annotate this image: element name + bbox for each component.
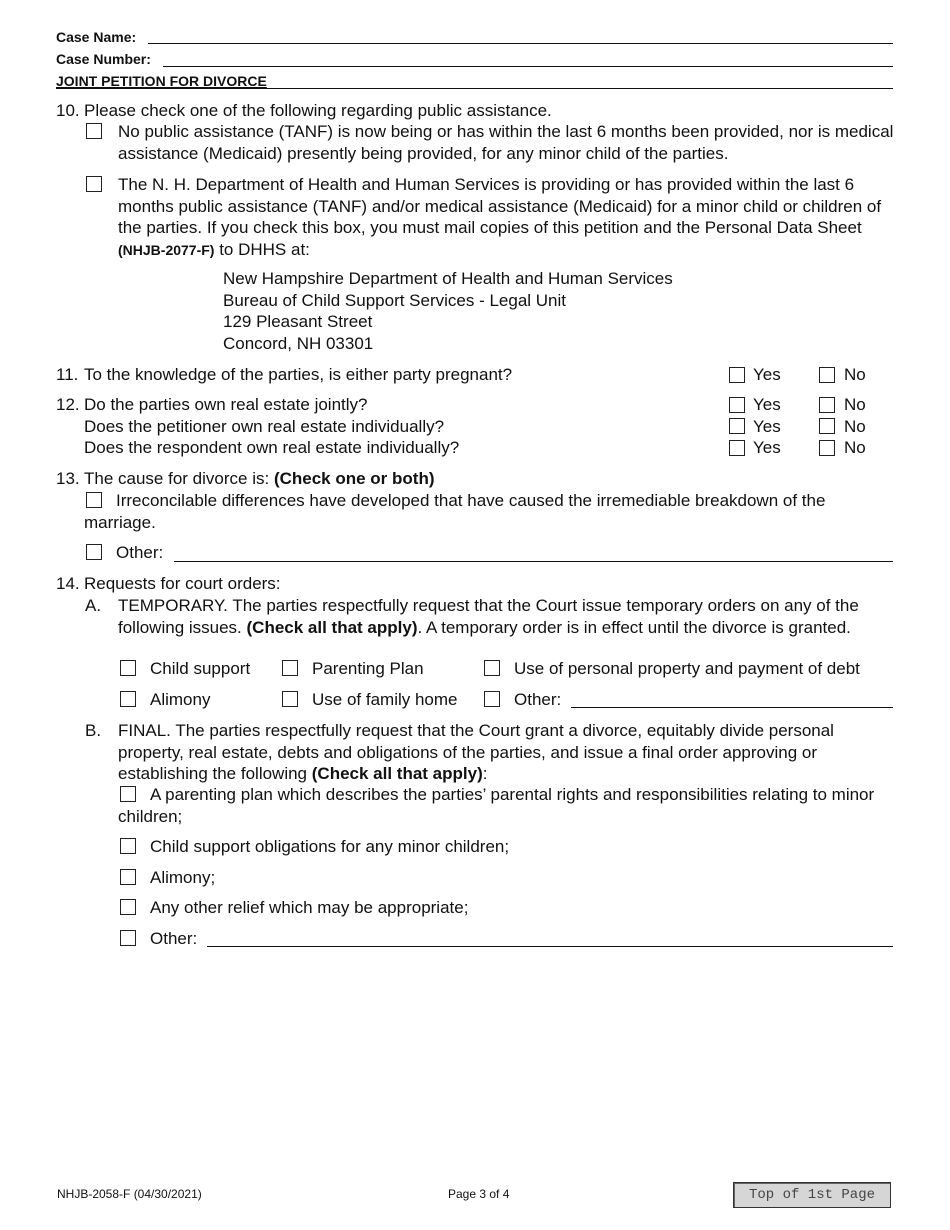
q14b-text: FINAL. The parties respectfully request that the Court grant a divorce, equitably divide personal property, real estate, debts and obligations of the parties, and issue a final order approving or establishing the following (Check all that apply): [118, 721, 834, 783]
final-parenting-plan-text: A parenting plan which describes the parties’ parental rights and responsibilities relating to minor children; [118, 785, 875, 826]
temp-property-debt-label: Use of personal property and payment of debt [514, 659, 860, 678]
q12-line-2: Does the petitioner own real estate individually? [84, 417, 445, 436]
temp-alimony-checkbox[interactable] [120, 691, 136, 707]
case-name-label: Case Name: [56, 29, 137, 45]
q13-other-checkbox[interactable] [86, 544, 102, 560]
q14-text: Requests for court orders: [84, 574, 281, 593]
q12-joint-no-checkbox[interactable] [819, 397, 835, 413]
temp-child-support-checkbox[interactable] [120, 660, 136, 676]
q12-respondent-yes-checkbox[interactable] [729, 440, 745, 456]
q11-text: To the knowledge of the parties, is either party pregnant? [84, 365, 513, 384]
q10-number: 10. [56, 101, 80, 120]
q12-petitioner-no-label: No [844, 417, 866, 436]
final-other-field[interactable] [207, 946, 893, 947]
q12-number: 12. [56, 395, 80, 414]
q13-irreconcilable-text: Irreconcilable differences have developed that have caused the irremediable breakdown of the marriage. [84, 491, 826, 532]
temp-other-checkbox[interactable] [484, 691, 500, 707]
final-child-support-label: Child support obligations for any minor children; [150, 837, 510, 856]
q11-yes-label: Yes [753, 365, 781, 384]
temp-family-home-checkbox[interactable] [282, 691, 298, 707]
final-alimony-label: Alimony; [150, 868, 216, 887]
q13-text: The cause for divorce is: (Check one or both) [84, 469, 435, 488]
final-other-label: Other: [150, 929, 198, 948]
q11-no-checkbox[interactable] [819, 367, 835, 383]
q13-number: 13. [56, 469, 80, 488]
temp-parenting-plan-checkbox[interactable] [282, 660, 298, 676]
q12-petitioner-yes-checkbox[interactable] [729, 418, 745, 434]
case-name-field[interactable] [148, 43, 893, 44]
temp-other-label: Other: [514, 690, 562, 709]
address-line-2: Bureau of Child Support Services - Legal Unit [223, 291, 567, 310]
temp-alimony-label: Alimony [150, 690, 211, 709]
q13-other-label: Other: [116, 543, 164, 562]
final-other-relief-label: Any other relief which may be appropriate; [150, 898, 469, 917]
q11-yes-checkbox[interactable] [729, 367, 745, 383]
q10-text: Please check one of the following regarding public assistance. [84, 101, 552, 120]
q12-line-1: Do the parties own real estate jointly? [84, 395, 368, 414]
q12-joint-yes-label: Yes [753, 395, 781, 414]
q14-number: 14. [56, 574, 80, 593]
q12-respondent-no-label: No [844, 438, 866, 457]
header-divider [56, 88, 893, 89]
q12-line-3: Does the respondent own real estate individually? [84, 438, 460, 457]
q11-no-label: No [844, 365, 866, 384]
q12-joint-yes-checkbox[interactable] [729, 397, 745, 413]
final-other-relief-checkbox[interactable] [120, 899, 136, 915]
q12-joint-no-label: No [844, 395, 866, 414]
case-number-label: Case Number: [56, 51, 151, 67]
temp-child-support-label: Child support [150, 659, 251, 678]
form-title: JOINT PETITION FOR DIVORCE [56, 73, 267, 89]
page-number: Page 3 of 4 [448, 1187, 510, 1201]
q12-respondent-yes-label: Yes [753, 438, 781, 457]
temp-other-field[interactable] [571, 707, 893, 708]
q14b-label: B. [85, 721, 102, 740]
q12-respondent-no-checkbox[interactable] [819, 440, 835, 456]
address-line-1: New Hampshire Department of Health and Human Services [223, 269, 673, 288]
q10-option2-checkbox[interactable] [86, 176, 102, 192]
temp-parenting-plan-label: Parenting Plan [312, 659, 424, 678]
q10-option2-text: The N. H. Department of Health and Human Services is providing or has provided within the last 6 months public assistance (TANF) and/or medical assistance (Medicaid) for a minor child or children of the parties. If you check this box, you must mail copies of this petition and the Personal Data Sheet (NHJB-2077-F) to DHHS at: [118, 175, 882, 259]
q12-petitioner-yes-label: Yes [753, 417, 781, 436]
q11-number: 11. [56, 365, 79, 384]
q10-option1-text: No public assistance (TANF) is now being or has within the last 6 months been provided, nor is medical assistance (Medicaid) presently being provided, for any minor child of the parties. [118, 122, 894, 163]
q10-option1-checkbox[interactable] [86, 123, 102, 139]
temp-family-home-label: Use of family home [312, 690, 458, 709]
top-of-first-page-button[interactable]: Top of 1st Page [733, 1182, 891, 1208]
temp-property-debt-checkbox[interactable] [484, 660, 500, 676]
q14a-label: A. [85, 596, 102, 615]
q10-form-ref: (NHJB-2077-F) [118, 241, 215, 258]
q12-petitioner-no-checkbox[interactable] [819, 418, 835, 434]
final-alimony-checkbox[interactable] [120, 869, 136, 885]
form-id: NHJB-2058-F (04/30/2021) [57, 1187, 202, 1201]
q13-other-field[interactable] [174, 561, 893, 562]
final-other-checkbox[interactable] [120, 930, 136, 946]
address-line-3: 129 Pleasant Street [223, 312, 373, 331]
q14a-text: TEMPORARY. The parties respectfully request that the Court issue temporary orders on any of the following issues. (Check all that apply). A temporary order is in effect until the divorce is granted. [118, 596, 859, 637]
final-child-support-checkbox[interactable] [120, 838, 136, 854]
address-line-4: Concord, NH 03301 [223, 334, 374, 353]
case-number-field[interactable] [163, 66, 893, 67]
